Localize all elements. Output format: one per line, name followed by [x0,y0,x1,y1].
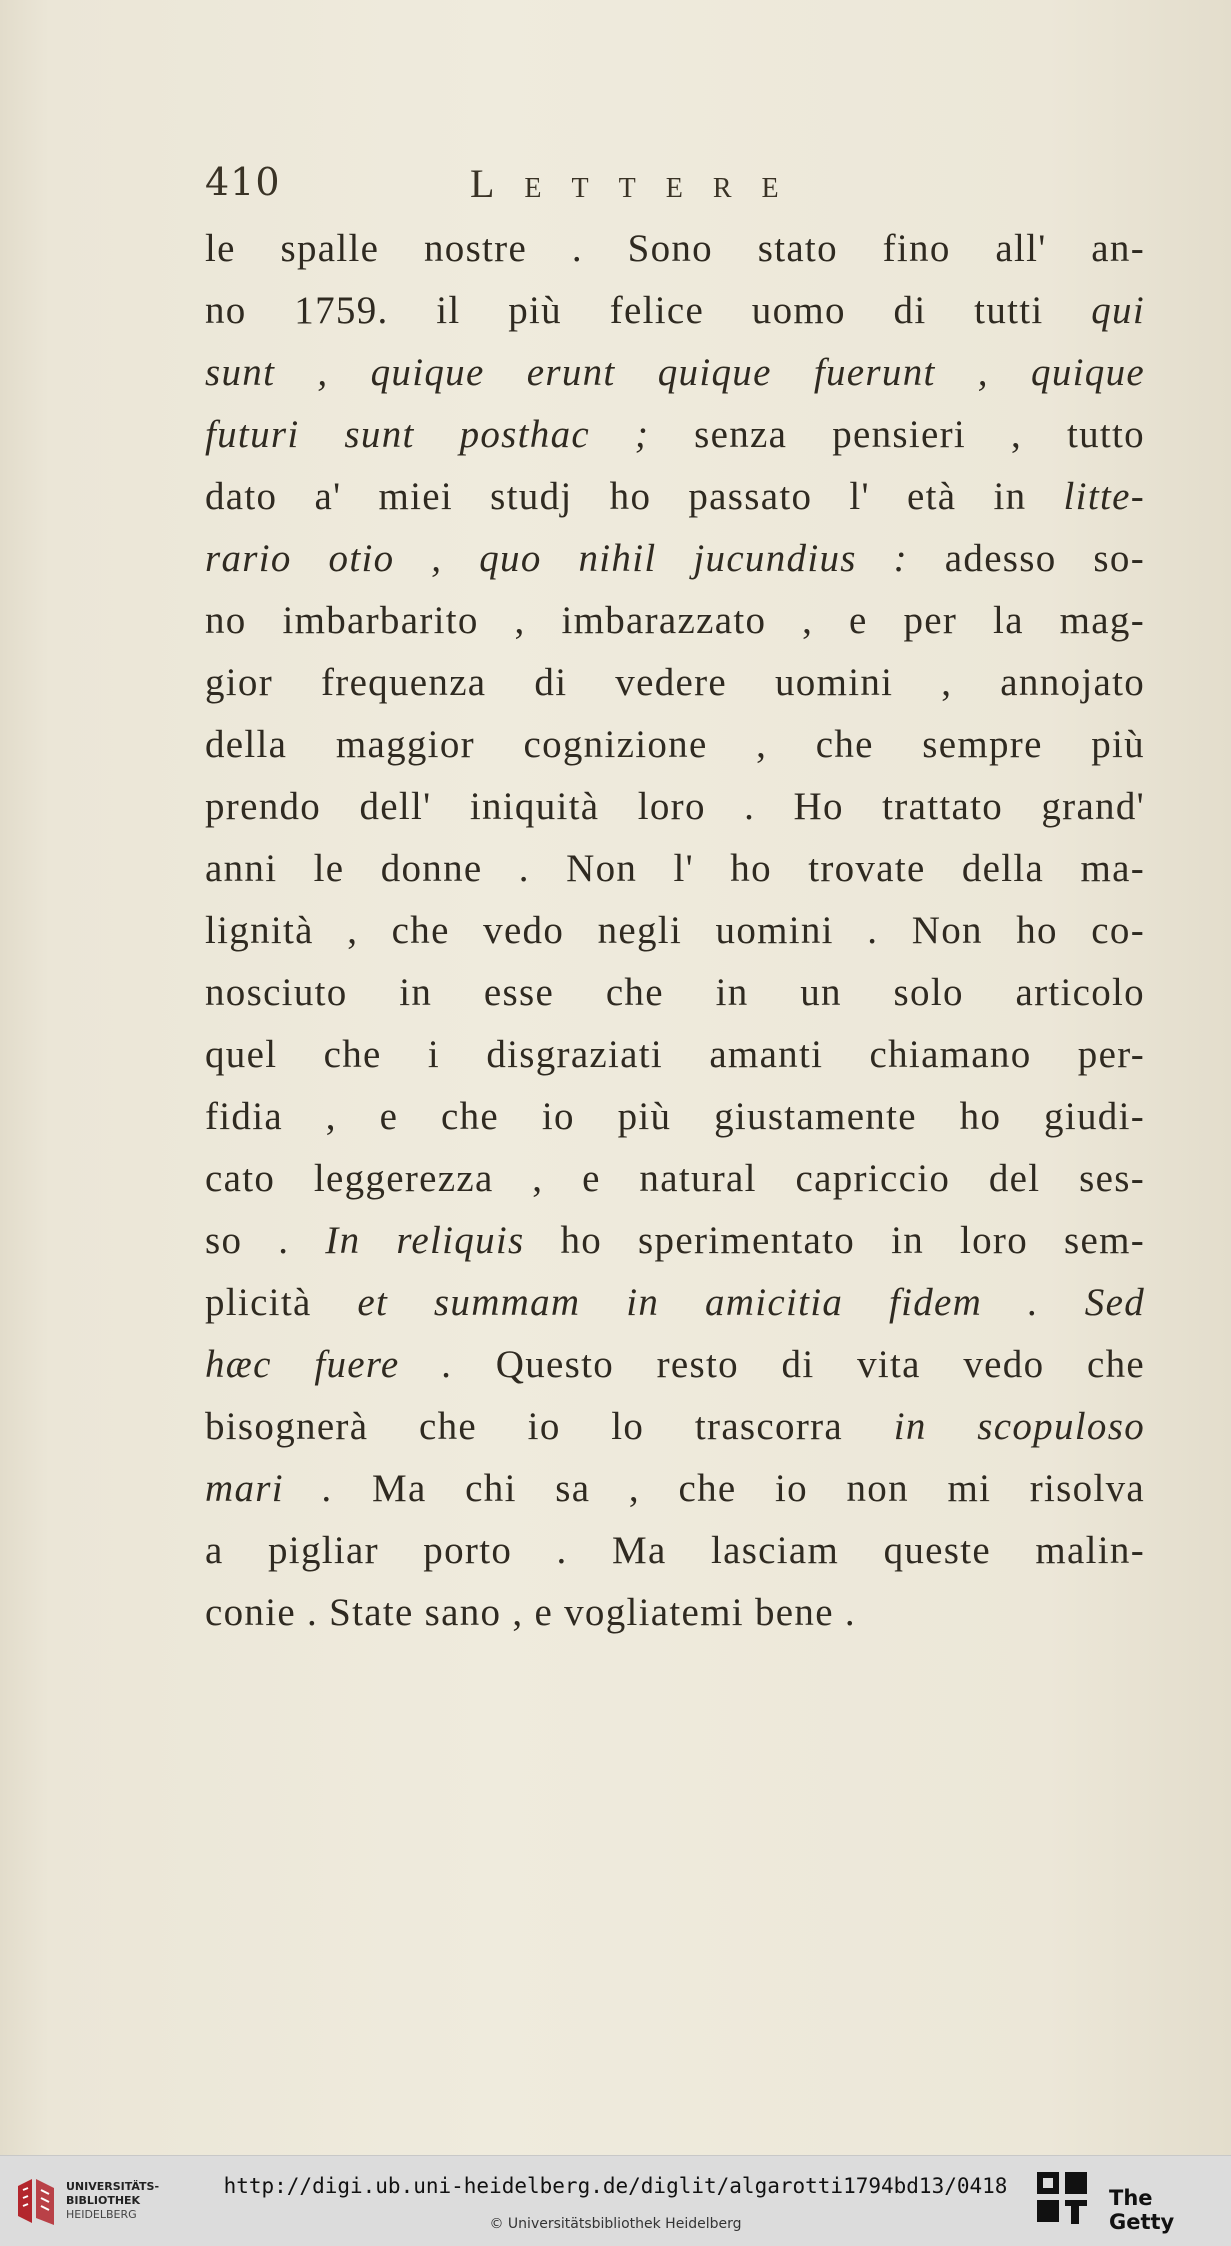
text-segment: dato a' miei studj ho passato l' età in [205,475,1064,518]
viewer-footer [0,2155,1231,2246]
italic-segment: mari . [205,1467,334,1510]
text-line [205,1148,1145,1210]
page-number: 410 [205,160,281,204]
library-name-line: BIBLIOTHEK [66,2194,141,2207]
letter-text [205,218,1145,1644]
text-line [205,900,1145,962]
text-line [205,714,1145,776]
text-line [205,528,1145,590]
text-line [205,1334,1145,1396]
text-line [205,218,1145,280]
text-segment: adesso so- [907,537,1145,580]
italic-segment: sunt , quique erunt quique fuerunt , quique [205,351,1145,394]
italic-segment: In reliquis [325,1219,525,1262]
text-segment: Ma chi sa , che io non mi risolva [333,1467,1146,1510]
text-line [205,776,1145,838]
text-line [205,1396,1145,1458]
text-line [205,1520,1145,1582]
text-line [205,466,1145,528]
text-segment: Questo resto di vita vedo che [453,1343,1145,1386]
italic-segment: in scopuloso [893,1405,1145,1448]
italic-segment: et summam in amicitia fidem . Sed [357,1281,1145,1324]
italic-segment: hæc fuere . [205,1343,454,1386]
getty-emblem-icon [1035,2170,1089,2228]
text-segment: anni le donne . Non l' ho trovate della ma- [205,847,1145,890]
text-line [205,1086,1145,1148]
text-segment: no 1759. il più felice uomo di tutti [205,289,1092,332]
text-segment: so . [205,1219,326,1262]
text-segment: plicità [205,1281,358,1324]
text-segment: nosciuto in esse che in un solo articolo [205,971,1145,1014]
text-line [205,1024,1145,1086]
text-segment: cato leggerezza , e natural capriccio del ses- [205,1157,1145,1200]
italic-segment: qui [1091,289,1145,332]
library-name-line: UNIVERSITÄTS- [66,2180,160,2193]
italic-segment: litte- [1063,475,1145,518]
text-line [205,590,1145,652]
text-line [205,1272,1145,1334]
text-segment: quel che i disgraziati amanti chiamano per- [205,1033,1145,1076]
permalink-url[interactable]: http://digi.ub.uni-heidelberg.de/diglit/algarotti1794bd13/0418 [223,2174,1008,2198]
text-segment: no imbarbarito , imbarazzato , e per la mag- [205,599,1145,642]
text-segment: fidia , e che io più giustamente ho giudi- [205,1095,1145,1138]
text-line [205,280,1145,342]
text-line [205,404,1145,466]
text-line [205,838,1145,900]
text-line [205,1458,1145,1520]
partner-name: The Getty [1109,2186,1175,2234]
library-name-line: HEIDELBERG [66,2208,137,2221]
text-segment: gior frequenza di vedere uomini , annojato [205,661,1145,704]
text-line [205,1582,1145,1644]
page-header [205,160,925,214]
text-segment: a pigliar porto . Ma lasciam queste malin- [205,1529,1145,1572]
text-segment: della maggior cognizione , che sempre più [205,723,1145,766]
text-segment: conie . State sano , e vogliatemi bene . [205,1591,856,1634]
italic-segment: rario otio , quo nihil jucundius : [205,537,908,580]
copyright-notice: © Universitätsbibliothek Heidelberg [489,2216,742,2232]
text-line [205,342,1145,404]
text-line [205,1210,1145,1272]
text-segment: prendo dell' iniquità loro . Ho trattato grand' [205,785,1145,828]
text-line [205,962,1145,1024]
text-segment: le spalle nostre . Sono stato fino all' an- [205,227,1145,270]
getty-logo[interactable] [1035,2170,1225,2232]
text-segment: senza pensieri , tutto [649,413,1145,456]
text-segment: ho sperimentato in loro sem- [524,1219,1146,1262]
text-segment: lignità , che vedo negli uomini . Non ho co- [205,909,1145,952]
running-title: Lettere [470,161,809,206]
text-segment: bisognerà che io lo trascorra [205,1405,894,1448]
text-line [205,652,1145,714]
italic-segment: futuri sunt posthac ; [205,413,650,456]
